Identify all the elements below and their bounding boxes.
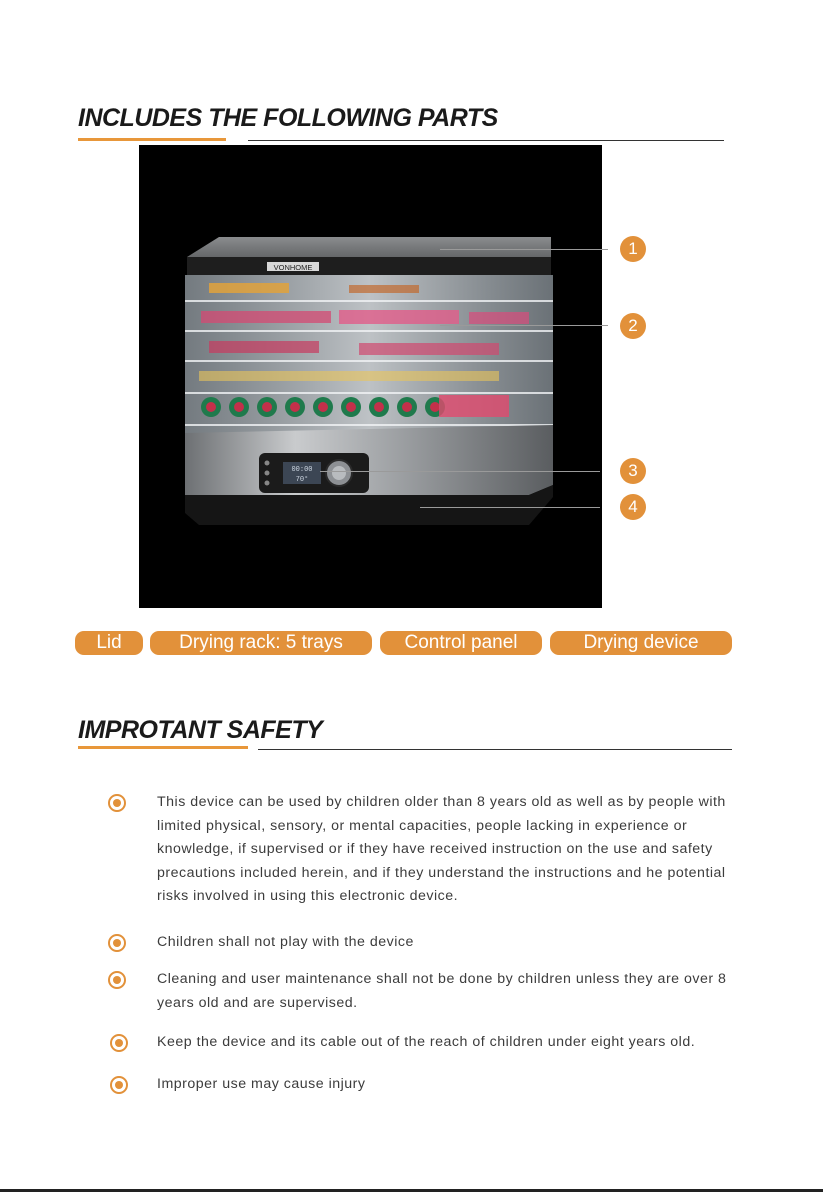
safety-item: Children shall not play with the device: [157, 934, 414, 950]
bullet-icon: [108, 971, 126, 989]
callout-badge-3: 3: [620, 458, 646, 484]
display-time: 00:00: [291, 466, 313, 474]
callout-badge-2: 2: [620, 313, 646, 339]
brand-text: VONHOME: [273, 263, 313, 272]
callout-line-4: [420, 507, 600, 508]
parts-heading: INCLUDES THE FOLLOWING PARTS: [78, 104, 498, 132]
heading-rule: [248, 140, 724, 141]
bullet-icon: [110, 1076, 128, 1094]
callout-line-3: [320, 471, 600, 472]
safety-item: Cleaning and user maintenance shall not be done by children unless they are over 8 years old and are supervised.: [157, 971, 727, 1011]
callout-badge-4: 4: [620, 494, 646, 520]
safety-item: This device can be used by children older than 8 years old as well as by people with limited physical, sensory, or mental capacities, people lacking in experience or knowledge, if supervised or if they have received instruction on the use and safety precautions included herein, and if they understand the instructions and he potential risks involved in using this electronic device.: [157, 794, 726, 904]
display-temp: 70°: [295, 476, 309, 484]
bullet-icon: [110, 1034, 128, 1052]
callout-line-2: [440, 325, 608, 326]
dehydrator-illustration: [139, 145, 602, 608]
callout-badge-1: 1: [620, 236, 646, 262]
safety-heading-rule: [258, 749, 732, 750]
heading-accent-underline: [78, 138, 226, 141]
safety-item: Improper use may cause injury: [157, 1076, 366, 1092]
bullet-icon: [108, 934, 126, 952]
callout-line-1: [440, 249, 608, 250]
safety-item: Keep the device and its cable out of the reach of children under eight years old.: [157, 1034, 696, 1050]
dehydrator-photo: [139, 145, 602, 608]
part-label-drying-rack: Drying rack: 5 trays: [150, 631, 372, 655]
part-label-lid: Lid: [75, 631, 143, 655]
safety-heading: IMPROTANT SAFETY: [78, 716, 323, 744]
safety-accent-underline: [78, 746, 248, 749]
part-label-control-panel: Control panel: [380, 631, 542, 655]
bullet-icon: [108, 794, 126, 812]
part-label-drying-device: Drying device: [550, 631, 732, 655]
